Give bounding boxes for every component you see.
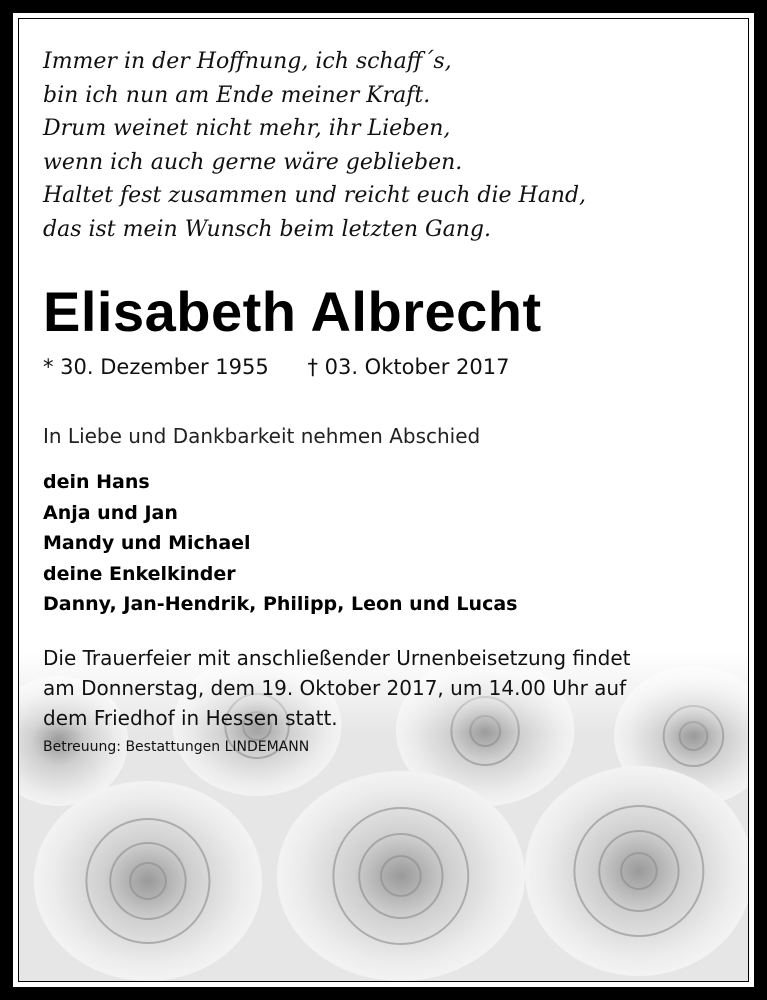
- ceremony-line: am Donnerstag, dem 19. Oktober 2017, um 14.00 Uhr auf: [43, 676, 627, 700]
- ceremony-line: dem Friedhof in Hessen statt.: [43, 706, 338, 730]
- funeral-home-credit: Betreuung: Bestattungen LINDEMANN: [43, 739, 310, 755]
- mourner-line: Danny, Jan-Hendrik, Philipp, Leon und Lucas: [43, 593, 518, 615]
- mourners-list: [43, 467, 517, 620]
- poem-line: Immer in der Hoffnung, ich schaff´s,: [43, 49, 452, 74]
- deceased-name: Elisabeth Albrecht: [43, 280, 542, 343]
- poem-line: das ist mein Wunsch beim letzten Gang.: [43, 216, 491, 242]
- poem-line: Haltet fest zusammen und reicht euch die Hand,: [43, 183, 587, 208]
- poem-line: Drum weinet nicht mehr, ihr Lieben,: [43, 116, 451, 141]
- outer-frame: [11, 11, 756, 989]
- mourner-line: Mandy und Michael: [43, 532, 251, 554]
- death-date: † 03. Oktober 2017: [307, 355, 510, 379]
- life-dates: [43, 355, 509, 379]
- mourner-line: dein Hans: [43, 471, 150, 493]
- mourner-line: Anja und Jan: [43, 501, 178, 524]
- poem-verse: [43, 45, 683, 246]
- farewell-intro: In Liebe und Dankbarkeit nehmen Abschied: [43, 424, 481, 448]
- poem-line: bin ich nun am Ende meiner Kraft.: [43, 82, 431, 108]
- ceremony-details: [43, 643, 733, 733]
- mourner-line: deine Enkelkinder: [43, 562, 236, 585]
- birth-date: * 30. Dezember 1955: [43, 355, 269, 379]
- poem-line: wenn ich auch gerne wäre geblieben.: [43, 149, 463, 175]
- ceremony-line: Die Trauerfeier mit anschließender Urnenbeisetzung findet: [43, 646, 631, 670]
- inner-frame: [18, 18, 749, 982]
